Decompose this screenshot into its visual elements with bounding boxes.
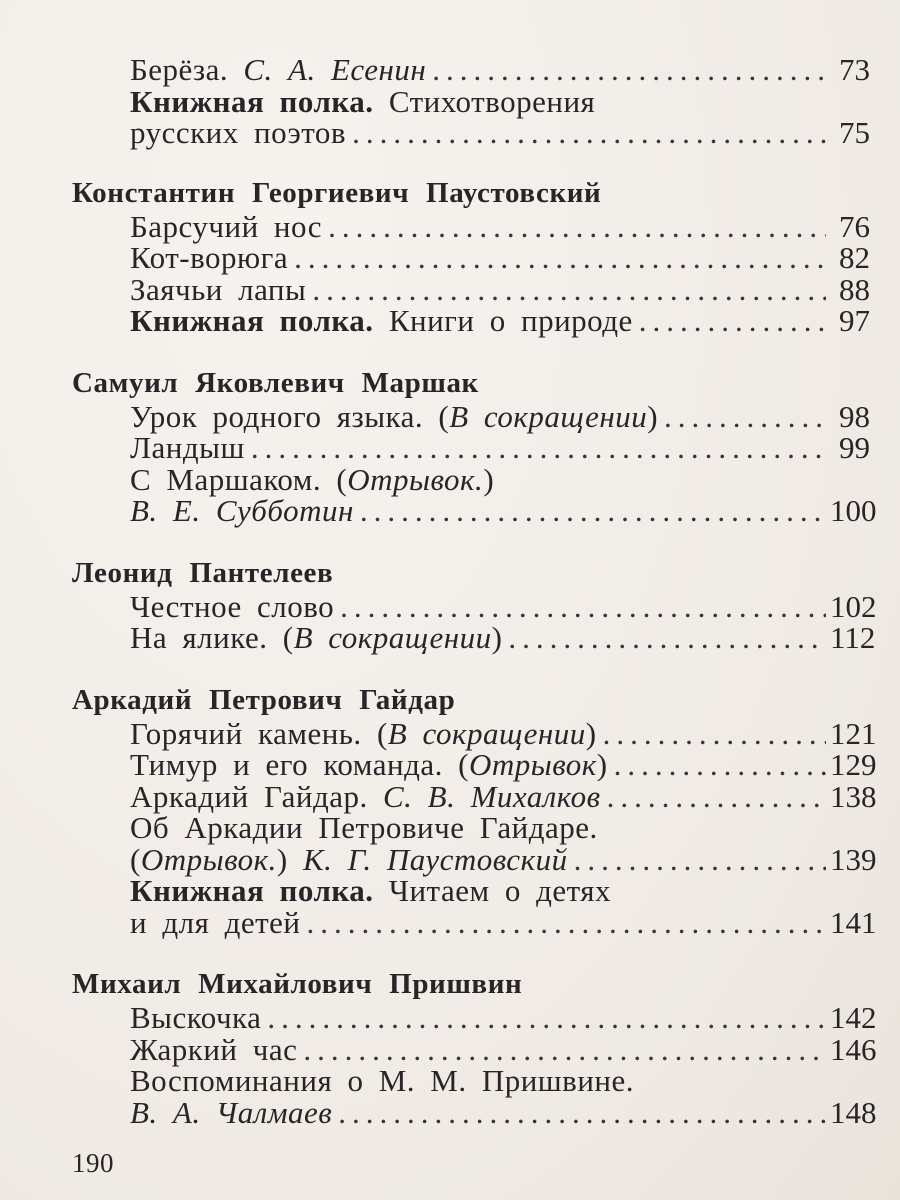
entry-page-number: 139 — [830, 841, 877, 877]
entry-page-number: 73 — [839, 52, 870, 87]
entry-author-credit: В. Е. Субботин — [130, 493, 354, 528]
entry-note: Отрывок. — [140, 841, 277, 877]
entry-page-number: 88 — [839, 271, 870, 307]
leader-dots — [251, 432, 826, 464]
toc-section-panteleev — [72, 555, 877, 655]
toc-entry[interactable] — [130, 242, 870, 274]
leader-dots — [607, 781, 826, 813]
toc-entry[interactable]: Тимур и его команда. (Отрывок) ..... 129 — [130, 749, 870, 781]
entry-title-continued: и для детей — [130, 904, 301, 940]
toc-entry[interactable]: Об Аркадии Петровиче Гайдаре. (Отрывок.) К. Г. Паустовский ..... 139 — [130, 812, 870, 875]
entry-title: Барсучий нос — [130, 208, 323, 244]
entry-title: На ялике. — [130, 620, 268, 655]
toc-entry[interactable]: На ялике. (В сокращении) ..... 112 — [130, 622, 870, 654]
leader-dots — [267, 1002, 826, 1034]
leader-dots — [328, 211, 826, 243]
entry-note: В сокращении — [449, 398, 648, 434]
page-number-footer: 190 — [72, 1148, 114, 1178]
leader-dots — [307, 907, 826, 939]
toc-entry[interactable] — [130, 83, 870, 150]
entry-title: Ландыш — [130, 430, 245, 465]
author-heading: Константин Георгиевич Паустовский — [72, 176, 602, 209]
entry-note: Отрывок — [468, 747, 597, 782]
author-heading: Михаил Михайлович Пришвин — [72, 968, 523, 1000]
leader-dots — [360, 495, 826, 527]
entry-page-number: 129 — [830, 747, 877, 782]
toc-entry[interactable]: Урок родного языка. (В сокращении) ..... 98 — [130, 401, 870, 433]
entry-page-number: 102 — [830, 588, 877, 624]
entry-page-number: 142 — [830, 1000, 877, 1035]
entry-page-number: 121 — [830, 715, 877, 751]
entry-title: Тимур и его команда. — [130, 747, 443, 782]
entry-title: Жаркий час — [130, 1031, 298, 1067]
entry-title: Об Аркадии Петровиче Гайдаре. — [130, 810, 598, 845]
entry-page-number: 138 — [830, 778, 877, 814]
bookshelf-label: Книжная полка. — [130, 83, 374, 119]
toc-entry[interactable] — [130, 432, 870, 464]
entry-title: Берёза. — [130, 52, 229, 87]
toc-entry[interactable] — [130, 208, 870, 244]
toc-entry[interactable] — [130, 54, 870, 86]
toc-entry[interactable]: Горячий камень. (В сокращении) ..... 121 — [130, 718, 870, 750]
toc-entry[interactable] — [130, 588, 877, 624]
toc-section-prishvin — [72, 966, 877, 1130]
bookshelf-label: Книжная полка. — [130, 303, 374, 338]
entry-page-number: 99 — [839, 430, 870, 465]
leader-dots — [614, 749, 826, 781]
leader-dots — [294, 242, 826, 274]
table-of-contents — [72, 52, 877, 1156]
entry-title: Кот-ворюга — [130, 240, 289, 275]
toc-section-esenin — [72, 54, 870, 149]
entry-title: Читаем о детях — [388, 873, 612, 908]
toc-entry[interactable] — [130, 271, 870, 307]
leader-dots — [303, 1034, 826, 1066]
entry-page-number: 141 — [830, 904, 877, 940]
entry-page-number: 98 — [839, 398, 870, 434]
toc-entry[interactable]: С Маршаком. (Отрывок.) В. Е. Субботин ..... 100 — [130, 464, 870, 527]
entry-title: Выскочка — [130, 1000, 262, 1035]
entry-title: Заячьи лапы — [130, 271, 307, 307]
leader-dots — [574, 844, 826, 876]
toc-entry[interactable] — [130, 778, 877, 814]
toc-entry[interactable] — [130, 305, 870, 337]
entry-title-continued: русских поэтов — [130, 115, 347, 150]
entry-note: Отрывок. — [347, 461, 484, 497]
entry-page-number: 82 — [839, 240, 870, 275]
entry-page-number: 97 — [839, 303, 870, 338]
entry-title: Горячий камень. — [130, 715, 362, 751]
entry-page-number: 112 — [830, 620, 876, 655]
entry-page-number: 148 — [830, 1094, 877, 1130]
entry-title: Урок родного языка. — [130, 398, 424, 434]
entry-title: С Маршаком. — [130, 461, 322, 497]
entry-note: В сокращении — [293, 620, 492, 655]
entry-page-number: 75 — [839, 115, 870, 150]
entry-author-credit: В. А. Чалмаев — [130, 1094, 333, 1130]
entry-page-number: 100 — [830, 493, 877, 528]
leader-dots — [352, 117, 826, 149]
bookshelf-label: Книжная полка. — [130, 873, 374, 908]
toc-entry[interactable] — [130, 1031, 877, 1067]
author-heading: Леонид Пантелеев — [72, 556, 334, 589]
toc-entry[interactable] — [130, 1000, 877, 1035]
entry-author-credit: К. Г. Паустовский — [302, 841, 568, 877]
author-heading: Самуил Яковлевич Маршак — [72, 366, 479, 399]
leader-dots — [603, 718, 826, 750]
entry-page-number: 146 — [830, 1031, 877, 1067]
entry-author-credit: С. В. Михалков — [382, 778, 601, 814]
author-heading: Аркадий Петрович Гайдар — [72, 683, 456, 716]
leader-dots — [639, 305, 826, 337]
entry-page-number: 76 — [839, 208, 870, 244]
toc-entry[interactable] — [130, 873, 877, 940]
entry-title: Стихотворения — [388, 83, 596, 119]
leader-dots — [338, 1097, 826, 1129]
leader-dots — [508, 622, 826, 654]
entry-note: В сокращении — [387, 715, 586, 751]
entry-title: Аркадий Гайдар. — [130, 778, 368, 814]
leader-dots — [664, 401, 826, 433]
toc-section-paustovsky — [72, 175, 870, 337]
toc-section-gaidar — [72, 682, 877, 940]
toc-section-marshak — [72, 365, 877, 528]
leader-dots — [340, 591, 826, 623]
toc-entry[interactable] — [130, 1063, 877, 1130]
entry-title: Воспоминания о М. М. Пришвине. — [130, 1063, 635, 1098]
entry-title: Честное слово — [130, 588, 335, 624]
entry-title: Книги о природе — [388, 303, 633, 338]
leader-dots — [432, 54, 826, 86]
entry-author-credit: С. А. Есенин — [243, 52, 427, 87]
leader-dots — [312, 274, 826, 306]
